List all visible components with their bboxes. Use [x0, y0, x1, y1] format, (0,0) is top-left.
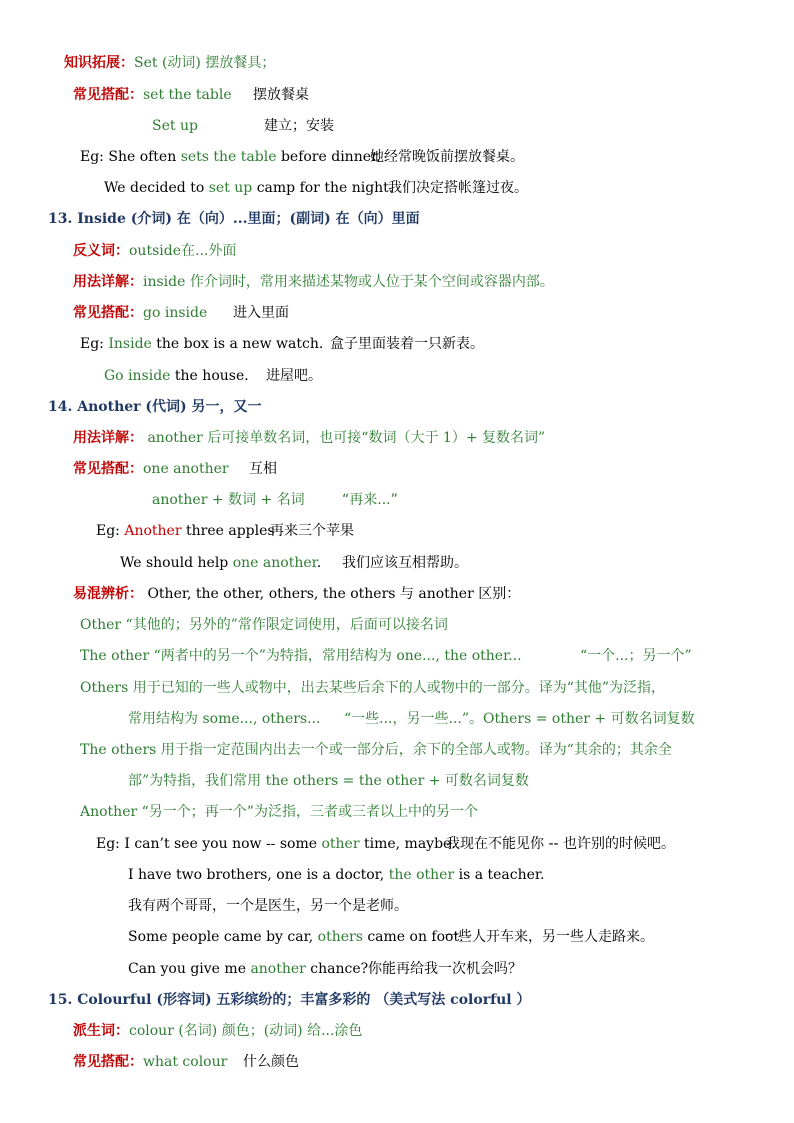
derivative-line	[73, 1021, 362, 1041]
example-line	[104, 366, 322, 386]
label-collocation: 常见搭配：	[73, 1054, 143, 1070]
example-line	[128, 865, 545, 885]
example-highlight: Go inside	[104, 368, 171, 384]
collocation-line	[73, 1052, 299, 1072]
collocation-en: go inside	[143, 305, 208, 321]
collocation-line	[73, 85, 309, 105]
usage-line	[73, 272, 554, 292]
confusion-line	[73, 584, 520, 604]
extension-text: Set (动词) 摆放餐具；	[134, 55, 276, 71]
explanation-others: Others 用于已知的一些人或物中，出去某些后余下的人或物中的一部分。译为“其他”为泛指，	[80, 680, 666, 696]
example-line	[96, 834, 675, 854]
explanation-the-other	[80, 646, 692, 666]
collocation-en: what colour	[143, 1054, 228, 1070]
example-line	[128, 927, 654, 947]
example-highlight: Another	[124, 523, 182, 539]
label-usage: 用法详解：	[73, 430, 143, 446]
explanation-text: The other “两者中的另一个”为特指，常用结构为 one..., the other...	[80, 648, 522, 664]
example-text: chance?	[305, 961, 369, 977]
example-highlight: Inside	[108, 336, 152, 352]
collocation-zh: 什么颜色	[243, 1054, 299, 1070]
example-highlight: others	[317, 929, 363, 945]
collocation-zh: 互相	[249, 461, 277, 477]
example-zh: 我们决定搭帐篷过夜。	[388, 180, 528, 196]
example-text: Eg:	[80, 336, 109, 352]
example-zh: 再来三个苹果	[270, 523, 354, 539]
example-text: Eg:	[96, 523, 125, 539]
explanation-another: Another “另一个；再一个”为泛指，三者或三者以上中的另一个	[80, 804, 478, 820]
explanation-text: 常用结构为 some..., others...	[128, 711, 321, 727]
collocation-zh: 摆放餐桌	[253, 87, 309, 103]
example-text: We decided to	[104, 180, 209, 196]
example-highlight: sets the table	[180, 149, 277, 165]
example-text: Eg: She often	[80, 149, 181, 165]
collocation-line	[152, 116, 334, 136]
example-text: before dinner.	[276, 149, 381, 165]
example-zh: 我有两个哥哥，一个是医生，另一个是老师。	[128, 898, 408, 914]
example-text: Can you give me	[128, 961, 251, 977]
example-line	[80, 147, 524, 167]
usage-text: inside 作介词时，常用来描述某物或人位于某个空间或容器内部。	[143, 274, 554, 290]
example-line	[104, 178, 528, 198]
explanation-others-cont	[128, 709, 695, 729]
section-heading-14: 14. Another (代词) 另一，又一	[48, 399, 262, 415]
example-zh: 进屋吧。	[266, 368, 322, 384]
example-text: came on foot.	[362, 929, 464, 945]
example-text: the house.	[170, 368, 249, 384]
collocation-en: one another	[143, 461, 229, 477]
example-line	[96, 521, 354, 541]
example-highlight: another	[250, 961, 306, 977]
label-confusion: 易混辨析：	[73, 586, 143, 602]
collocation-en: Set up	[152, 118, 198, 134]
example-text: Eg: I can’t see you now -- some	[96, 836, 322, 852]
example-text: time, maybe.	[359, 836, 456, 852]
section-heading-13: 13. Inside (介词) 在（向）...里面；(副词) 在（向）里面	[48, 211, 420, 227]
label-usage: 用法详解：	[73, 274, 143, 290]
label-collocation: 常见搭配：	[73, 461, 143, 477]
example-text: three apples	[181, 523, 275, 539]
example-zh: 一些人开车来，另一些人走路来。	[444, 929, 654, 945]
antonym-line	[73, 241, 236, 261]
collocation-zh: 建立；安装	[264, 118, 334, 134]
example-line	[120, 553, 468, 573]
label-derivative: 派生词：	[73, 1023, 129, 1039]
example-zh: 你能再给我一次机会吗？	[368, 961, 522, 977]
example-text: We should help	[120, 555, 233, 571]
extension-line	[64, 53, 275, 73]
explanation-the-others-cont: 部”为特指，我们常用 the others = the other + 可数名词复数	[128, 773, 529, 789]
usage-line	[73, 428, 545, 448]
example-highlight: the other	[388, 867, 455, 883]
collocation-zh: “再来...”	[342, 492, 398, 508]
antonym-en: outside	[129, 243, 181, 259]
example-text: Some people came by car,	[128, 929, 318, 945]
example-text: is a teacher.	[454, 867, 545, 883]
example-highlight: set up	[208, 180, 253, 196]
derivative-text: colour (名词) 颜色；(动词) 给...涂色	[129, 1023, 363, 1039]
example-text: camp for the night.	[252, 180, 394, 196]
label-antonym: 反义词：	[73, 243, 129, 259]
collocation-zh: 进入里面	[233, 305, 289, 321]
confusion-text: Other, the other, others, the others 与 another 区别：	[143, 586, 521, 602]
example-text: I have two brothers, one is a doctor,	[128, 867, 389, 883]
label-extension: 知识拓展：	[64, 55, 134, 71]
example-zh: 我现在不能见你 -- 也许别的时候吧。	[446, 836, 676, 852]
example-text: .	[316, 555, 322, 571]
collocation-line	[73, 459, 277, 479]
example-zh: 盒子里面装着一只新表。	[330, 336, 484, 352]
example-zh: 我们应该互相帮助。	[342, 555, 468, 571]
collocation-en: set the table	[143, 87, 232, 103]
usage-text: another 后可接单数名词，也可接“数词（大于 1）+ 复数名词”	[143, 430, 546, 446]
explanation-other: Other “其他的；另外的”常作限定词使用，后面可以接名词	[80, 617, 448, 633]
example-text: the box is a new watch.	[151, 336, 324, 352]
example-highlight: other	[321, 836, 360, 852]
example-zh: 她经常晚饭前摆放餐桌。	[370, 149, 524, 165]
section-heading-15: 15. Colourful (形容词) 五彩缤纷的；丰富多彩的 （美式写法 colorful ）	[48, 992, 531, 1008]
explanation-text: “一些...，另一些...”。Others = other + 可数名词复数	[344, 711, 695, 727]
collocation-en: another + 数词 + 名词	[152, 492, 305, 508]
example-line	[128, 959, 522, 979]
label-collocation: 常见搭配：	[73, 87, 143, 103]
label-collocation: 常见搭配：	[73, 305, 143, 321]
collocation-line	[152, 490, 398, 510]
explanation-the-others: The others 用于指一定范围内出去一个或一部分后，余下的全部人或物。译为“其余的；其余全	[80, 742, 672, 758]
antonym-zh: 在...外面	[181, 243, 237, 259]
example-highlight: one another	[232, 555, 317, 571]
explanation-text: “一个...；另一个”	[580, 648, 692, 664]
example-line	[80, 334, 484, 354]
collocation-line	[73, 303, 289, 323]
